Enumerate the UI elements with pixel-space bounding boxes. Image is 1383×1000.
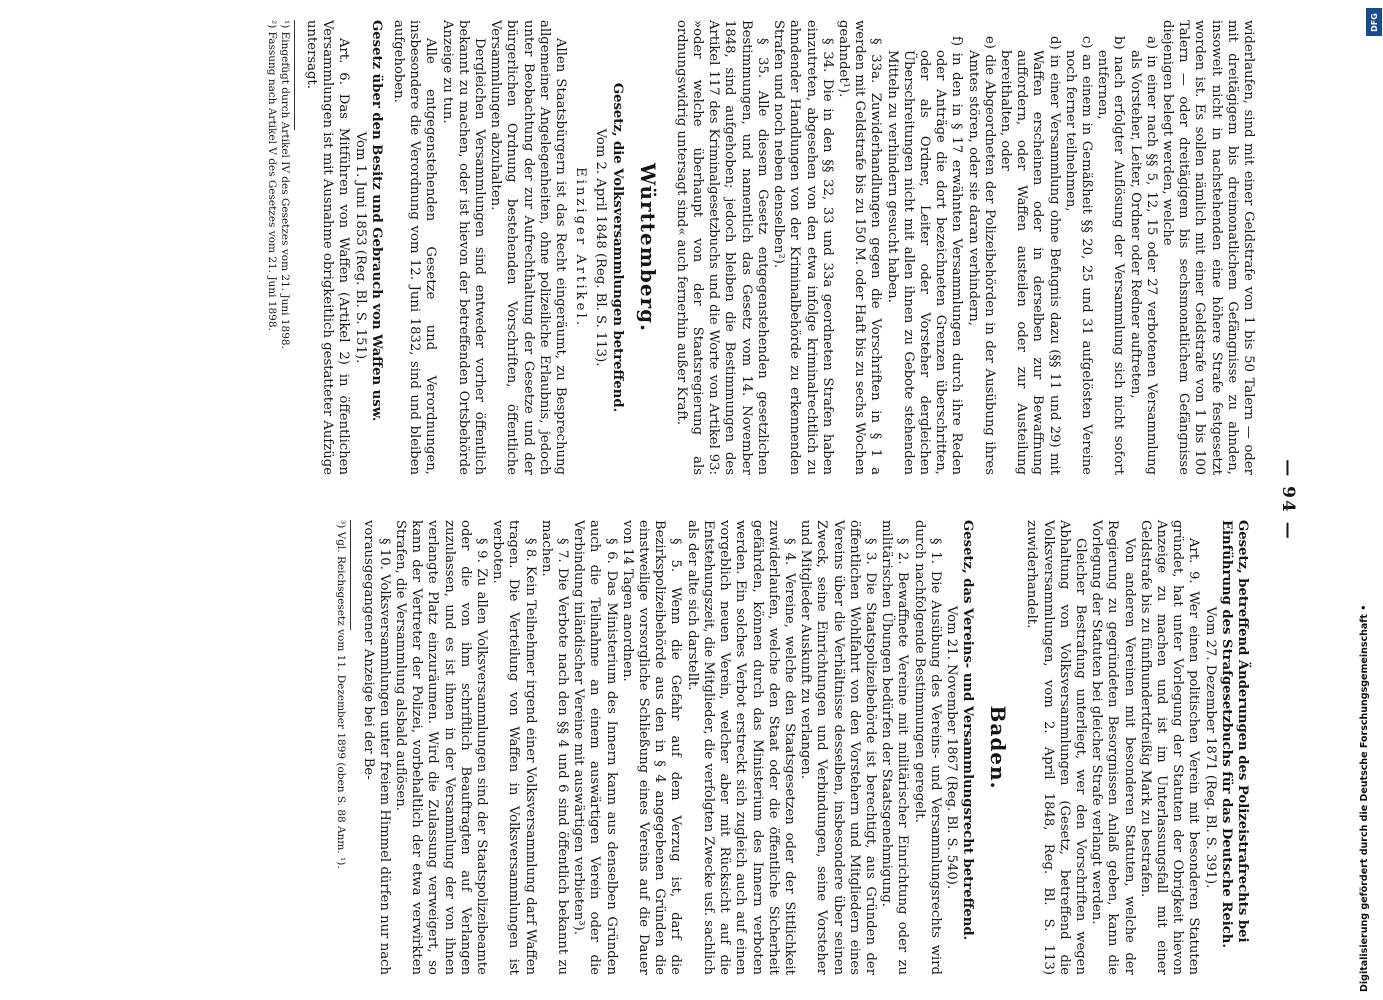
dfg-logo-text: DFG	[1369, 12, 1379, 32]
list-item: b) nach erfolgter Auflösung der Versammlung sich nicht sofort entfernen,	[1095, 36, 1127, 475]
law-date: Vom 27. Dezember 1871 (Reg. Bl. S. 391).	[1202, 606, 1218, 889]
section-2: § 2. Bewaffnete Vereine mit militärischer Einrichtung oder zu militärischen Übungen bedürfen der Staatsgenehmigung.	[879, 520, 911, 975]
right-column	[335, 520, 1256, 975]
section-1: § 1. Die Ausübung des Vereins- und Versammlungsrechts wird durch nachfolgende Bestimmungen geregelt.	[911, 520, 943, 975]
left-column	[266, 20, 1256, 475]
section-10: § 10. Volksversammlungen unter freiem Himmel dürfen nur nach vorausgegangener Anzeige bei der Be-	[360, 520, 392, 975]
paragraph-35: § 35. Alle diesem Gesetz entgegenstehenden gesetzlichen Bestimmungen, und namentlich das Gesetz vom 14. November 1848, sind aufgehoben; jedoch bleiben die Bestimmungen des Artikel 117 des Kriminalgesetzbuchs und die Worte von Artikel 93: »oder welche überhaupt von der Staatsregierung als ordnungswidrig untersagt sind« auch fernerhin außer Kraft.	[673, 20, 770, 475]
list-item: a) in einer nach §§ 5, 12, 15 oder 27 verbotenen Versammlung als Vorsteher, Leiter, Ordner oder Redner auftreten,	[1127, 36, 1159, 475]
paragraph-33a: § 33a. Zuwiderhandlungen gegen die Vorschriften in § 1 a werden mit Geldstrafe bis zu 150 M. oder Haft bis zu sechs Wochen geahndet¹).	[835, 20, 884, 476]
law-paragraph: Allen Staatsbürgern ist das Recht eingeräumt, zu Besprechung allgemeiner Angelegenheiten, ohne polizeiliche Erlaubnis, jedoch unter Beobachtung der zur Aufrechthaltung der Gesetze und der bürgerlichen Ordnung bestehenden Vorschriften, öffentliche Versammlungen abzuhalten.	[488, 20, 569, 475]
list-item: e) die Abgeordneten der Polizeibehörden in der Ausübung ihres Amtes stören, oder sie daran verhindern,	[965, 36, 997, 475]
law-title: Gesetz über den Besitz und Gebrauch von Waffen usw.	[368, 20, 384, 422]
state-heading-baden: Baden.	[986, 705, 1011, 790]
law-paragraph: Gleicher Bestrafung unterliegt, wer den Vorschriften wegen Abhaltung von Volksversammlungen (Gesetz, betreffend die Volksversammlungen, vom 2. April 1848, Reg. Bl. S. 113) zuwiderhandelt.	[1024, 520, 1088, 975]
section-8: § 8. Kein Teilnehmer irgend einer Volksversammlung darf Waffen tragen. Die Verteilung von Waffen in Volksversammlungen ist verboten.	[490, 520, 538, 975]
law-paragraph: Von anderen Vereinen mit besonderen Statuten, welche der Regierung zu gegründeten Besorgnissen Anlaß geben, kann die Vorlegung der Statuten bei gleicher Strafe verlangt werden.	[1089, 520, 1137, 975]
state-heading-wuerttemberg: Württemberg.	[635, 162, 660, 333]
list-item: c) an einem in Gemäßheit §§ 20, 25 und 31 aufgelösten Vereine noch ferner teilnehmen,	[1062, 36, 1094, 475]
article-heading: Einziger Artikel.	[573, 167, 589, 328]
section-3: § 3. Die Staatspolizeibehörde ist berechtigt, aus Gründen der öffentlichen Wohlfahrt von den Vorstehern und Mitgliedern eines Vereins über die Verhältnisse desselben, insbesondere über seinen Zweck, seine Einrichtungen und Verbindungen, seine Vorsteher und Mitglieder Auskunft zu verlangen.	[798, 520, 878, 975]
page-number: — 94 —	[1278, 459, 1298, 541]
rotated-book-page	[70, 20, 1300, 980]
intro-paragraph: widerlaufen, sind mit einer Geldstrafe von 1 bis 50 Talern — oder mit dreitägigem bis dreimonatlichem Gefängnisse zu ahnden, insoweit nicht in nachstehenden eine höhere Strafe festgesetzt worden ist. Es sollen nämlich mit einer Geldstrafe von 1 bis 100 Talern — oder dreitägigem bis sechsmonatlichem Gefängnisse diejenigen belegt werden, welche	[1159, 20, 1256, 475]
footnote: ¹) Eingefügt durch Artikel IV des Gesetzes vom 21. Juni 1898.	[278, 20, 291, 349]
law-paragraph: Dergleichen Versammlungen sind entweder vorher öffentlich bekannt zu machen, oder ist hievon der betreffenden Ortsbehörde Anzeige zu tun.	[439, 20, 488, 475]
law-date: Vom 2. April 1848 (Reg. Bl. S. 113).	[593, 128, 609, 367]
law-paragraph: Alle entgegenstehenden Gesetze und Verordnungen, insbesondere die Verordnung vom 12. Juni 1832, sind und bleiben aufgehoben.	[391, 20, 439, 475]
section-9: § 9. Zu allen Volksversammlungen sind der Staatspolizeibeamte oder die von ihm schriftlich Beauftragten auf Verlangen zuzulassen, und es ist ihnen in der Versammlung der von ihnen verlangte Platz einzuräumen. Wird die Zulassung verweigert, so kann der Vertreter der Polizei, vorbehaltlich der etwa verwirkten Strafen, die Versammlung alsbald auflösen.	[393, 520, 490, 975]
law-title: Gesetz, das Vereins- und Versammlungsrecht betreffend.	[960, 520, 976, 941]
section-6: § 6. Das Ministerium des Innern kann aus denselben Gründen auch die Teilnahme an einem auswärtigen Verein oder die Verbindung inländischer Vereine mit auswärtigen verbieten³).	[571, 520, 619, 975]
law-title: Gesetz, betreffend Änderungen des Polizeistrafrechts bei Einführung des Strafgesetzbuchs für das Deutsche Reich.	[1218, 520, 1250, 948]
list-item: d) in einer Versammlung ohne Befugnis dazu (§§ 11 und 29) mit Waffen erscheinen oder in derselben zur Bewaffnung auffordern, oder Waffen austeilen oder zur Austeilung bereithalten, oder	[997, 36, 1062, 475]
law-date: Vom 1. Juni 1853 (Reg. Bl. S. 151).	[352, 131, 368, 364]
list-item: f) in den in § 17 erwähnten Versammlungen durch ihre Reden oder Anträge die dort bezeichneten Grenzen überschritten, oder als Ordner, Leiter oder Vorsteher dergleichen Überschreitungen nicht mit allen ihnen zu Gebote stehenden Mitteln zu verhindern gesucht haben.	[884, 36, 965, 475]
article-9: Art. 9. Wer einen politischen Verein mit besonderen Statuten gründet, hat unter Vorlegung der Statuten der Obrigkeit hievon Anzeige zu machen und ist im Unterlassungsfall mit einer Geldstrafe bis zu fünfhundertdreißig Mark zu bestrafen.	[1137, 520, 1202, 975]
section-7: § 7. Die Verbote nach den §§ 4 und 6 sind öffentlich bekannt zu machen.	[538, 520, 571, 975]
law-title: Gesetz, die Volksversammlungen betreffend.	[609, 82, 625, 413]
footnote-divider	[350, 520, 351, 630]
section-4: § 4. Vereine, welche den Staatsgesetzen oder der Sittlichkeit zuwiderlaufen, welche den Staat oder die öffentliche Sicherheit gefährden, können durch das Ministerium des Innern verboten werden. Ein solches Verbot erstreckt sich zugleich auch auf einen vorgeblich neuen Verein, welcher aber mit Rücksicht auf die Entstehungszeit, die Mitglieder, die verfolgten Zwecke usf. sachlich als der alte sich darstellt.	[684, 520, 797, 975]
section-5: § 5. Wenn die Gefahr auf dem Verzug ist, darf die Bezirkspolizeibehörde aus den in § 4 angegebenen Gründen die einstweilige vorsorgliche Schließung eines Vereins auf die Dauer von 14 Tagen anordnen.	[619, 520, 684, 975]
digitization-credit: Digitalisierung gefördert durch die Deutsche Forschungsgemeinschaft •	[1359, 604, 1370, 992]
footnote: ²) Fassung nach Artikel V des Gesetzes vom 21. Juni 1898.	[266, 20, 279, 331]
paragraph-34: § 34. Die in den §§ 32, 33 und 33a geordneten Strafen haben einzutreten, abgesehen von den etwa infolge kriminalrechtlich zu ahndender Handlungen von der Kriminalbehörde zu erkennenden Strafen und noch neben denselben²).	[771, 20, 835, 475]
law-date: Vom 21. November 1867 (Reg. Bl. S. 540).	[943, 605, 959, 890]
dfg-logo	[1366, 8, 1382, 36]
article-6: Art. 6. Das Mitführen von Waffen (Artikel 2) in öffentlichen Versammlungen ist mit Ausnahme obrigkeitlich gestatteter Aufzüge untersagt.	[304, 20, 352, 475]
footnote-divider	[294, 20, 295, 130]
footnote: ³) Vgl. Reichsgesetz vom 11. Dezember 1899 (oben S. 88 Anm. ¹).	[335, 520, 348, 869]
